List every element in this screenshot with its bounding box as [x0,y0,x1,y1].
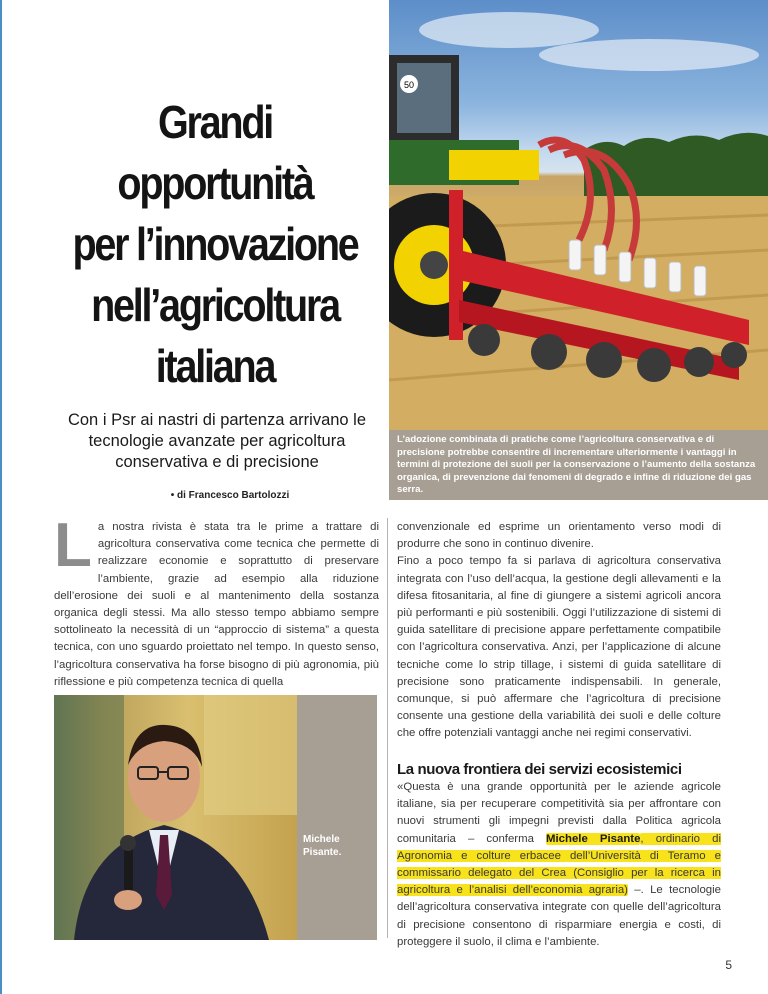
body-text-right-column [397,519,721,743]
page-edge-rule [0,0,2,994]
highlighted-role: , ordinario di Agronomia e colture erbacee dell’Università di Teramo e commissario delegato del Crea (Consiglio per la ricerca in agricoltura e l’analisi dell’economia agraria) [397,832,721,897]
hero-photo-caption: L’adozione combinata di pratiche come l’agricoltura conservativa e di precisione potrebbe consentire di incrementare ulteriormente i vantaggi in termini di protezione dei suoli per la conservazione o l’aumento della sostanza organica, di prevenzione dai fenomeni di degrado e infine di riduzione dei gas serra. [389,430,768,500]
quote-text: –. Le tecnologie dell’agricoltura conservativa integrate con quelle dell’agricoltura di precisione consentono di risparmiare energia e costi, di proteggere il suolo, il clima e l’ambiente. [397,884,721,948]
quote-paragraph [397,779,721,951]
title-line: per l’innovazione [72,218,358,270]
highlighted-name: Michele Pisante [546,832,641,845]
drop-cap: L [54,511,92,580]
title-line: opportunità [117,157,313,209]
title-line: Grandi [157,96,273,148]
body-paragraph: Fino a poco tempo fa si parlava di agricoltura conservativa integrata con l’uso dell’acqua, la gestione degli allevamenti e la difesa fitosanitaria, al fine di giungere a sistemi agricoli ancora più performanti e più sostenibili. Oggi l’utilizzazione di sistemi di guida satellitare di precisione appare perfettamente compatibile con l’agricoltura conservativa. Anzi, per l’applicazione di alcune tecniche come lo strip tillage, i sistemi di guida satellitare di precisione sono praticamente indispensabili. In generale, comunque, si può affermare che l’agricoltura di precisione consente una gestione della variabilità dei suoli e delle colture che offre potenziali vantaggi anche nei regimi conservativi. [397,555,721,740]
body-paragraph: a nostra rivista è stata tra le prime a trattare di agricoltura conservativa come tecnica che permette di realizzare economie e soprattutto di preservare l’ambiente, grazie ad esempio alla riduzione dell’erosione dei suoli e al mantenimento della sostanza organica degli stessi. Ma allo stesso tempo abbiamo sempre sottolineato la necessità di un “approccio di sistema” a questa tecnica, con uno sguardo proiettato nel tempo. In questo senso, l’agricoltura conservativa ha forse bisogno di più agronomia, più riflessione e più competenza tecnica di quella [54,521,379,688]
speed-sign-text: 50 [403,80,415,90]
portrait-photo-michele-pisante [54,695,297,940]
section-heading: La nuova frontiera dei servizi ecosistemici [397,761,682,778]
article-title [65,92,366,397]
title-line: nell’agricoltura [91,279,339,331]
quote-text: «Questa è una grande opportunità per le aziende agricole italiane, sia per recuperare competitività sia per affrontare con nuovi strumenti gli impegni previsti dalla Politica agricola comunitaria – conferma [397,781,721,845]
body-text-left-column [54,511,379,691]
page-number: 5 [725,958,732,972]
article-byline: • di Francesco Bartolozzi [170,490,290,501]
portrait-caption: Michele Pisante. [297,695,377,940]
article-subtitle: Con i Psr ai nastri di partenza arrivano le tecnologie avanzate per agricoltura conservativa e di precisione [67,411,367,471]
hero-photo-tractor-seeder [389,0,768,430]
body-paragraph: convenzionale ed esprime un orientamento verso modi di produrre che sono in continuo divenire. [397,521,721,551]
title-line: italiana [155,340,275,392]
column-divider [387,518,388,938]
